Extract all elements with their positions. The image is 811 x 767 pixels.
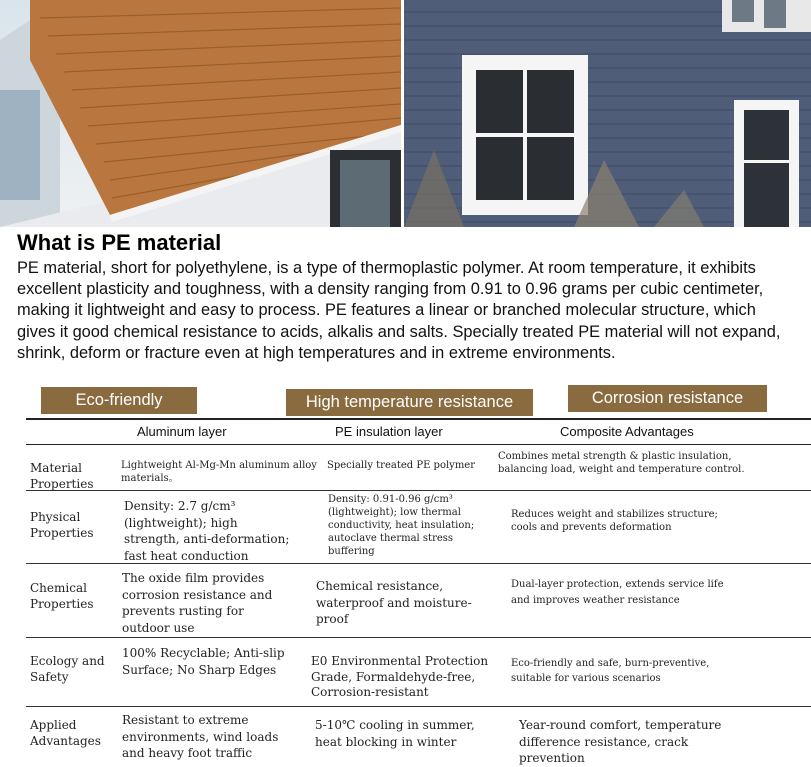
row-divider bbox=[26, 490, 811, 491]
hero-photos bbox=[0, 0, 811, 227]
cell-aluminum-ecology: 100% Recyclable; Anti-slip Surface; No Sharp Edges bbox=[122, 646, 285, 677]
row-divider bbox=[26, 637, 811, 638]
cell-pe-ecology: E0 Environmental Protection Grade, Formaldehyde-free, Corrosion-resistant bbox=[311, 654, 489, 699]
row-label-physical: Physical Properties bbox=[30, 510, 94, 540]
table-top-rule bbox=[26, 418, 811, 420]
column-header-pe: PE insulation layer bbox=[335, 424, 443, 439]
soffit-ceiling-photo bbox=[0, 0, 401, 227]
row-label-applied: Applied Advantages bbox=[30, 718, 101, 748]
house-siding-photo bbox=[404, 0, 811, 227]
badge-corrosion: Corrosion resistance bbox=[568, 385, 767, 412]
cell-pe-applied: 5-10℃ cooling in summer, heat blocking in winter bbox=[315, 718, 475, 749]
cell-composite-ecology: Eco-friendly and safe, burn-preventive, suitable for various scenarios bbox=[511, 658, 710, 684]
row-label-ecology: Ecology and Safety bbox=[30, 654, 105, 684]
cell-composite-chemical: Dual-layer protection, extends service life and improves weather resistance bbox=[511, 579, 724, 606]
column-header-aluminum: Aluminum layer bbox=[137, 424, 227, 439]
cell-composite-material: Combines metal strength & plastic insulation, balancing load, weight and temperature control. bbox=[498, 451, 745, 475]
cell-aluminum-physical: Density: 2.7 g/cm³ (lightweight); high strength, anti-deformation; fast heat conduction bbox=[124, 499, 290, 563]
cell-pe-material: Specially treated PE polymer bbox=[327, 460, 476, 471]
cell-pe-physical: Density: 0.91-0.96 g/cm³ (lightweight); low thermal conductivity, heat insulation; autoclave thermal stress buffering bbox=[328, 494, 475, 557]
column-header-composite: Composite Advantages bbox=[560, 424, 694, 439]
cell-composite-physical: Reduces weight and stabilizes structure; cools and prevents deformation bbox=[511, 509, 718, 533]
row-label-material: Material Properties bbox=[30, 461, 94, 491]
intro-paragraph: PE material, short for polyethylene, is a type of thermoplastic polymer. At room temperature, it exhibits excellent plasticity and toughness, with a density ranging from 0.91 to 0.96 grams per cubic centimeter, making it lightweight and easy to process. PE features a linear or branched molecular structure, which gives it good chemical resistance to acids, alkalis and salts. Specially treated PE material will not expand, shrink, deform or fracture even at high temperatures and in extreme environments. bbox=[17, 259, 781, 362]
row-label-chemical: Chemical Properties bbox=[30, 581, 94, 611]
cell-pe-chemical: Chemical resistance, waterproof and moisture- proof bbox=[316, 579, 472, 626]
badge-eco-friendly: Eco-friendly bbox=[41, 387, 197, 414]
cell-aluminum-material: Lightweight Al-Mg-Mn aluminum alloy materials。 bbox=[121, 460, 317, 484]
row-divider bbox=[26, 706, 811, 707]
cell-aluminum-applied: Resistant to extreme environments, wind loads and heavy foot traffic bbox=[122, 713, 279, 760]
table-header-rule bbox=[26, 444, 811, 445]
page-title: What is PE material bbox=[17, 230, 222, 255]
cell-composite-applied: Year-round comfort, temperature difference resistance, crack prevention bbox=[519, 718, 722, 765]
badge-high-temperature: High temperature resistance bbox=[286, 389, 533, 416]
cell-aluminum-chemical: The oxide film provides corrosion resistance and prevents rusting for outdoor use bbox=[122, 571, 273, 635]
